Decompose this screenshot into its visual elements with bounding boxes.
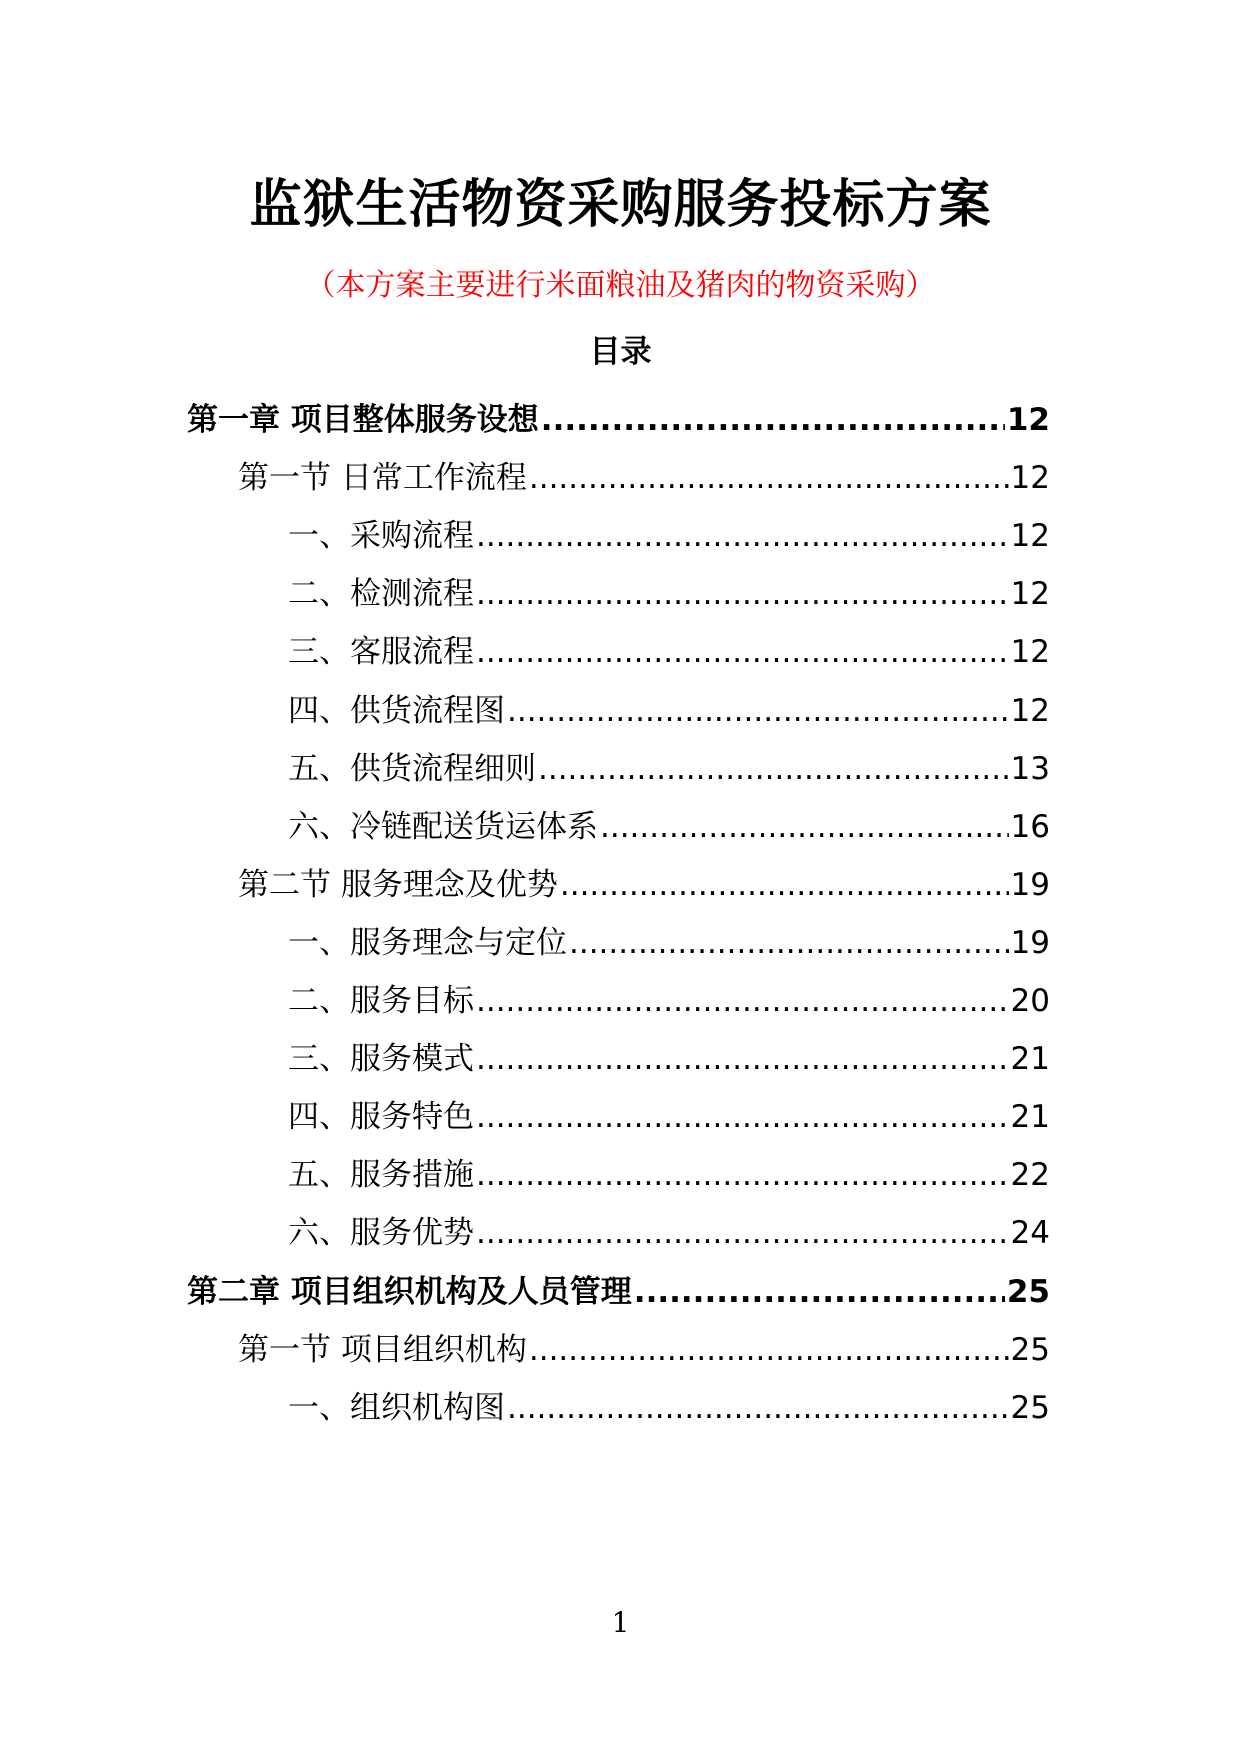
toc-entry[interactable] <box>288 1092 1050 1142</box>
toc-entry-page: 12 <box>1010 460 1050 497</box>
toc-entry-page: 12 <box>1006 402 1050 438</box>
toc-dot-leader <box>538 744 1009 794</box>
toc-dot-leader <box>569 918 1009 968</box>
toc-entry-label: 二、检测流程 <box>288 576 474 613</box>
toc-dot-leader <box>476 976 1009 1026</box>
toc-dot-leader <box>476 511 1009 561</box>
toc-entry-label: 第一节 日常工作流程 <box>238 460 527 497</box>
toc-entry-page: 20 <box>1010 983 1050 1019</box>
toc-entry[interactable] <box>288 976 1050 1026</box>
toc-entry-page: 22 <box>1010 1157 1050 1194</box>
toc-entry[interactable] <box>288 686 1050 736</box>
toc-dot-leader <box>476 1208 1009 1258</box>
toc-entry-label: 三、客服流程 <box>288 634 474 671</box>
toc-entry-page: 25 <box>1010 1389 1050 1426</box>
toc-entry-page: 19 <box>1010 924 1050 961</box>
toc-entry-label: 第一章 项目整体服务设想 <box>187 402 539 438</box>
toc-entry[interactable] <box>238 860 1050 910</box>
toc-entry-label: 四、供货流程图 <box>288 692 505 729</box>
toc-dot-leader <box>476 569 1009 619</box>
toc-dot-leader <box>560 860 1009 910</box>
toc-dot-leader <box>529 453 1009 503</box>
toc-entry[interactable] <box>288 569 1050 619</box>
toc-entry[interactable] <box>238 1325 1050 1375</box>
toc-entry-page: 12 <box>1010 634 1050 671</box>
page-subtitle: （本方案主要进行米面粮油及猪肉的物资采购） <box>305 268 936 303</box>
toc-entry-label: 六、服务优势 <box>288 1215 474 1252</box>
toc-heading: 目录 <box>589 334 652 370</box>
toc-entry[interactable] <box>238 453 1050 503</box>
toc-entry-page: 19 <box>1010 866 1050 903</box>
toc-dot-leader <box>476 1092 1009 1142</box>
page-title: 监狱生活物资采购服务投标方案 <box>249 175 992 235</box>
toc-entry[interactable] <box>288 918 1050 968</box>
toc-entry[interactable] <box>288 802 1050 852</box>
toc-entry-label: 第二章 项目组织机构及人员管理 <box>187 1273 632 1310</box>
toc-entry-page: 21 <box>1010 1099 1050 1136</box>
toc-entry[interactable] <box>288 1150 1050 1200</box>
toc-dot-leader <box>634 1267 1005 1317</box>
toc-dot-leader <box>476 627 1009 677</box>
toc-entry-page: 21 <box>1010 1041 1050 1078</box>
toc-entry-page: 16 <box>1010 808 1050 845</box>
toc-entry-label: 第一节 项目组织机构 <box>238 1331 527 1368</box>
toc-entry[interactable] <box>288 1208 1050 1258</box>
toc-entry-label: 四、服务特色 <box>288 1099 474 1136</box>
toc-entry[interactable] <box>288 511 1050 561</box>
toc-entry[interactable] <box>288 744 1050 794</box>
page-number: 1 <box>611 1606 630 1639</box>
toc-entry[interactable] <box>187 1267 1050 1317</box>
toc-entry-page: 25 <box>1006 1273 1050 1310</box>
toc-dot-leader <box>600 802 1009 852</box>
toc-entry-label: 五、供货流程细则 <box>288 750 536 787</box>
toc-entry-page: 25 <box>1010 1331 1050 1368</box>
toc-entry-page: 12 <box>1010 518 1050 555</box>
toc-entry-label: 三、服务模式 <box>288 1041 474 1078</box>
toc-entry-page: 12 <box>1010 576 1050 613</box>
toc-dot-leader <box>529 1325 1009 1375</box>
toc-entry-label: 一、服务理念与定位 <box>288 924 567 961</box>
toc-entry[interactable] <box>288 1034 1050 1084</box>
toc-dot-leader <box>541 395 1005 445</box>
toc-entry-label: 二、服务目标 <box>288 983 474 1019</box>
toc-entry-label: 六、冷链配送货运体系 <box>288 808 598 845</box>
toc-dot-leader <box>507 1383 1009 1433</box>
toc-entry-page: 24 <box>1010 1215 1050 1252</box>
toc-entry-label: 一、采购流程 <box>288 518 474 555</box>
toc-entry-page: 13 <box>1010 750 1050 787</box>
toc-entry-label: 第二节 服务理念及优势 <box>238 866 558 903</box>
toc-entry[interactable] <box>288 1383 1050 1433</box>
toc-entry-label: 五、服务措施 <box>288 1157 474 1194</box>
toc-dot-leader <box>476 1034 1009 1084</box>
toc-entry-label: 一、组织机构图 <box>288 1389 505 1426</box>
toc-dot-leader <box>476 1150 1009 1200</box>
toc-dot-leader <box>507 686 1009 736</box>
toc-entry-page: 12 <box>1010 692 1050 729</box>
toc-entry[interactable] <box>288 627 1050 677</box>
toc-entry[interactable] <box>187 395 1050 445</box>
